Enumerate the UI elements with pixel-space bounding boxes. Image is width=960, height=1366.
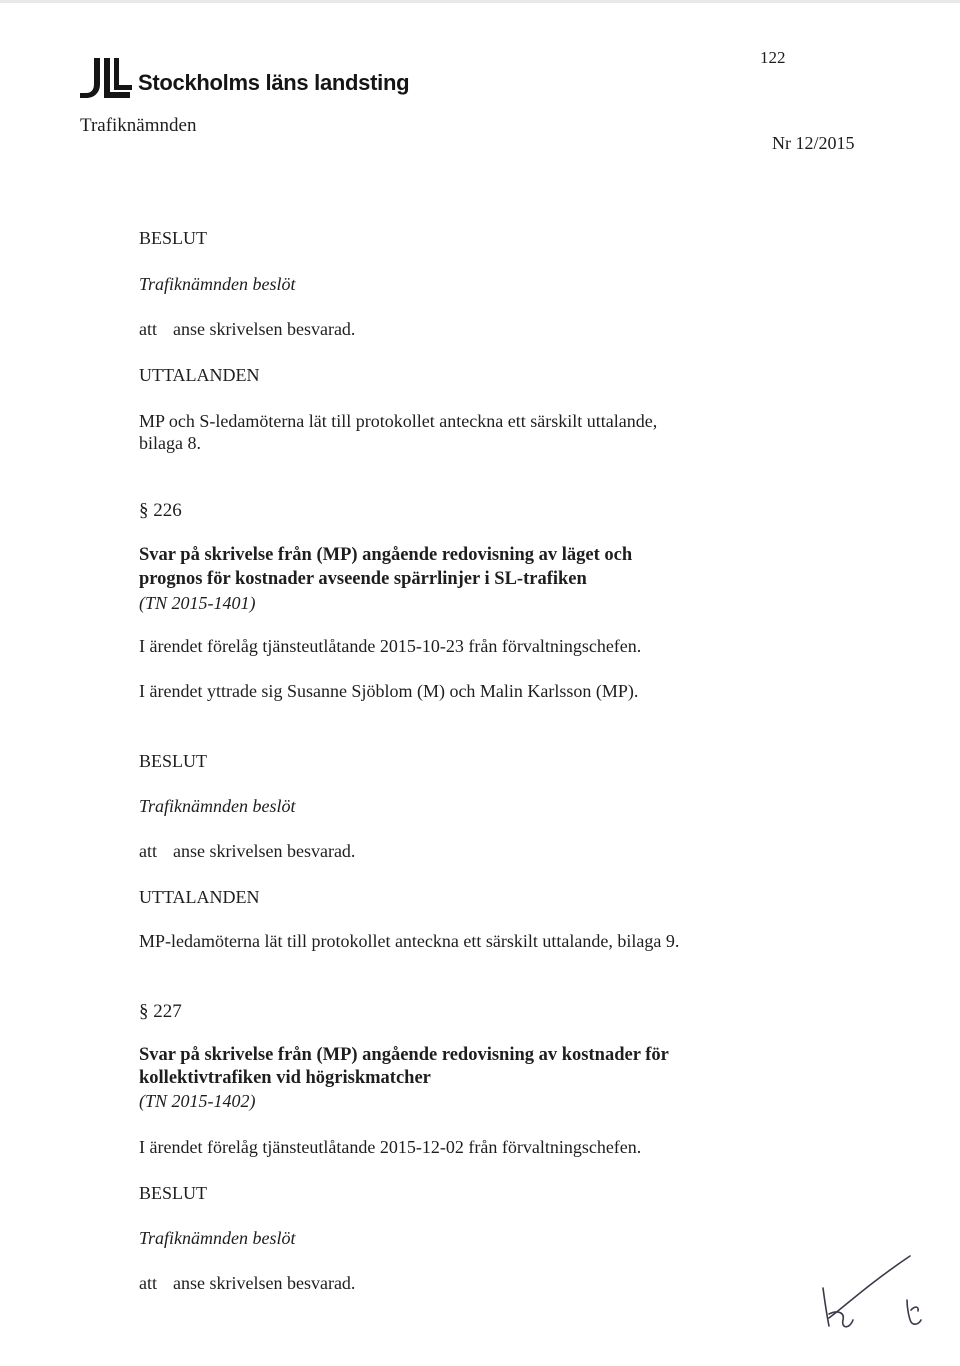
decision-line	[139, 841, 355, 862]
decision-text: anse skrivelsen besvarad.	[173, 841, 356, 861]
uttalanden-heading: UTTALANDEN	[139, 887, 260, 907]
intro-text: I ärendet förelåg tjänsteutlåtande 2015-12-02 från förvaltningschefen.	[139, 1137, 642, 1157]
beslut-heading: BESLUT	[139, 751, 208, 771]
handwritten-initials	[815, 1248, 935, 1338]
section-title: prognos för kostnader avseende spärrlinjer i SL-trafiken	[139, 569, 587, 589]
intro-text: I ärendet förelåg tjänsteutlåtande 2015-10-23 från förvaltningschefen.	[139, 636, 642, 656]
decided-by: Trafiknämnden beslöt	[139, 1228, 296, 1248]
beslut-heading: BESLUT	[139, 1183, 208, 1203]
decision-text: anse skrivelsen besvarad.	[173, 319, 356, 339]
organization-name: Stockholms läns landsting	[138, 70, 410, 95]
statement-line: MP och S-ledamöterna lät till protokollet anteckna ett särskilt uttalande,	[139, 411, 658, 431]
att-label: att	[139, 1273, 157, 1293]
department-name: Trafiknämnden	[80, 115, 197, 136]
att-label: att	[139, 841, 157, 861]
decision-line	[139, 319, 355, 340]
decided-by: Trafiknämnden beslöt	[139, 796, 296, 816]
section-paragraph-226: § 226	[139, 500, 182, 521]
section-title: Svar på skrivelse från (MP) angående redovisning av kostnader för	[139, 1045, 669, 1065]
case-reference: (TN 2015-1402)	[139, 1091, 256, 1111]
case-reference: (TN 2015-1401)	[139, 593, 256, 613]
statement-line: MP-ledamöterna lät till protokollet anteckna ett särskilt uttalande, bilaga 9.	[139, 931, 680, 951]
speakers-text: I ärendet yttrade sig Susanne Sjöblom (M) och Malin Karlsson (MP).	[139, 681, 639, 701]
att-label: att	[139, 319, 157, 339]
section-title: kollektivtrafiken vid högriskmatcher	[139, 1068, 431, 1088]
page-number: 122	[760, 48, 786, 67]
uttalanden-heading: UTTALANDEN	[139, 365, 260, 385]
section-title: Svar på skrivelse från (MP) angående redovisning av läget och	[139, 545, 633, 565]
scan-edge	[0, 0, 960, 3]
document-number: Nr 12/2015	[772, 133, 855, 153]
sll-logo-icon	[80, 56, 132, 100]
decision-text: anse skrivelsen besvarad.	[173, 1273, 356, 1293]
section-paragraph-227: § 227	[139, 1001, 182, 1022]
decision-line	[139, 1273, 355, 1294]
decided-by: Trafiknämnden beslöt	[139, 274, 296, 294]
statement-line: bilaga 8.	[139, 433, 201, 453]
beslut-heading: BESLUT	[139, 228, 208, 248]
